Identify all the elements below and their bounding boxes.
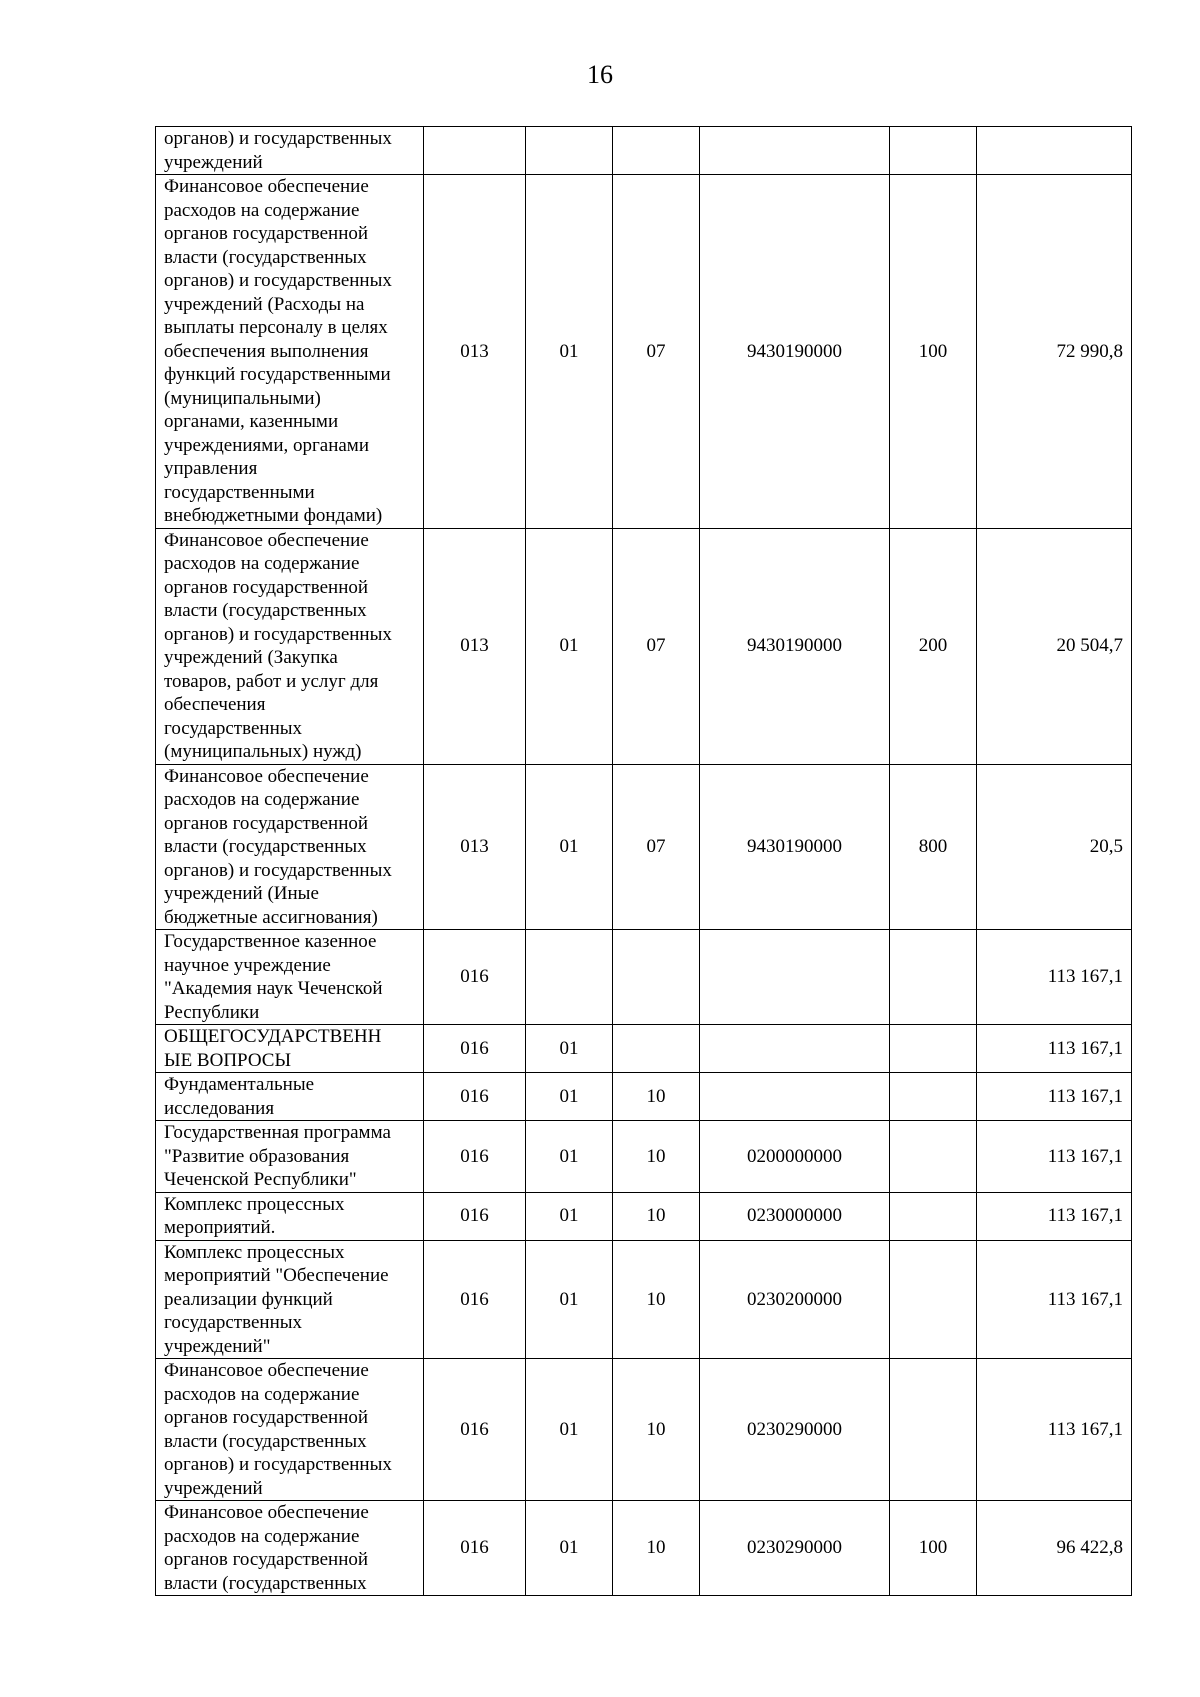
cell-subsection-code: 07 [613, 175, 700, 529]
cell-amount: 113 167,1 [977, 1121, 1132, 1193]
cell-expense-type [890, 1121, 977, 1193]
cell-ved-code: 013 [424, 764, 526, 930]
cell-target-article: 9430190000 [700, 764, 890, 930]
cell-target-article: 0200000000 [700, 1121, 890, 1193]
cell-section-code: 01 [526, 1240, 613, 1359]
cell-expense-type [890, 1073, 977, 1121]
cell-target-article: 0230290000 [700, 1501, 890, 1596]
cell-section-code: 01 [526, 1025, 613, 1073]
cell-ved-code: 016 [424, 1121, 526, 1193]
cell-amount [977, 127, 1132, 175]
table-row [156, 764, 1132, 930]
cell-expense-type [890, 1025, 977, 1073]
cell-target-article: 0230200000 [700, 1240, 890, 1359]
cell-expense-type: 800 [890, 764, 977, 930]
cell-subsection-code: 07 [613, 764, 700, 930]
description-text: Финансовое обеспечение расходов на содержание органов государственной власти (государственных органов) и государственных учреждений (Закупка товаров, работ и услуг для обеспечения государственных (муниципальных) нужд) [164, 529, 392, 762]
cell-amount: 72 990,8 [977, 175, 1132, 529]
description-text: Финансовое обеспечение расходов на содержание органов государственной власти (государственных органов) и государственных учреждений [164, 1360, 392, 1499]
table-row [156, 1121, 1132, 1193]
description-text: Финансовое обеспечение расходов на содержание органов государственной власти (государственных органов) и государственных учреждений (Расходы на выплаты персоналу в целях обеспечения выполнения функций государственными (муниципальными) органами, казенными учреждениями, органами управления государственными внебюджетными фондами) [164, 176, 392, 526]
cell-subsection-code: 10 [613, 1240, 700, 1359]
cell-amount: 113 167,1 [977, 1359, 1132, 1501]
cell-expense-type [890, 930, 977, 1025]
description-text: Финансовое обеспечение расходов на содержание органов государственной власти (государственных органов) и государственных учреждений (Иные бюджетные ассигнования) [164, 765, 392, 928]
cell-description [156, 528, 424, 764]
cell-target-article [700, 1025, 890, 1073]
cell-description [156, 764, 424, 930]
table-row [156, 1240, 1132, 1359]
description-text: Финансовое обеспечение расходов на содержание органов государственной власти (государственных [164, 1502, 369, 1594]
cell-ved-code: 016 [424, 1359, 526, 1501]
cell-amount: 96 422,8 [977, 1501, 1132, 1596]
cell-ved-code: 016 [424, 1025, 526, 1073]
cell-target-article [700, 1073, 890, 1121]
cell-subsection-code: 10 [613, 1073, 700, 1121]
cell-description [156, 175, 424, 529]
table-row [156, 528, 1132, 764]
cell-subsection-code: 10 [613, 1121, 700, 1193]
table-row [156, 127, 1132, 175]
table-row [156, 1073, 1132, 1121]
cell-expense-type [890, 1192, 977, 1240]
table-row [156, 930, 1132, 1025]
cell-amount: 113 167,1 [977, 1192, 1132, 1240]
description-text: Государственная программа "Развитие образования Чеченской Республики" [164, 1122, 391, 1190]
cell-target-article: 0230290000 [700, 1359, 890, 1501]
cell-section-code [526, 930, 613, 1025]
cell-description [156, 127, 424, 175]
cell-description [156, 1359, 424, 1501]
table-row [156, 1025, 1132, 1073]
cell-expense-type [890, 1359, 977, 1501]
cell-target-article: 0230000000 [700, 1192, 890, 1240]
cell-description [156, 1121, 424, 1193]
cell-subsection-code [613, 930, 700, 1025]
cell-ved-code: 016 [424, 1501, 526, 1596]
cell-section-code: 01 [526, 1359, 613, 1501]
cell-amount: 20 504,7 [977, 528, 1132, 764]
table-row [156, 1359, 1132, 1501]
cell-target-article [700, 127, 890, 175]
cell-description [156, 1073, 424, 1121]
cell-target-article: 9430190000 [700, 175, 890, 529]
cell-ved-code: 016 [424, 1240, 526, 1359]
description-text: Комплекс процессных мероприятий. [164, 1193, 345, 1238]
table-row [156, 1192, 1132, 1240]
cell-section-code: 01 [526, 175, 613, 529]
cell-description [156, 1192, 424, 1240]
cell-amount: 113 167,1 [977, 1073, 1132, 1121]
cell-expense-type: 100 [890, 175, 977, 529]
table-body [156, 127, 1132, 1596]
cell-amount: 113 167,1 [977, 1025, 1132, 1073]
cell-amount: 20,5 [977, 764, 1132, 930]
cell-description [156, 1501, 424, 1596]
cell-section-code: 01 [526, 1073, 613, 1121]
cell-section-code: 01 [526, 1501, 613, 1596]
cell-section-code: 01 [526, 528, 613, 764]
cell-target-article: 9430190000 [700, 528, 890, 764]
cell-subsection-code: 07 [613, 528, 700, 764]
cell-amount: 113 167,1 [977, 930, 1132, 1025]
cell-subsection-code [613, 127, 700, 175]
cell-subsection-code: 10 [613, 1359, 700, 1501]
table-row [156, 175, 1132, 529]
cell-section-code [526, 127, 613, 175]
description-text: Комплекс процессных мероприятий "Обеспечение реализации функций государственных учреждений" [164, 1241, 389, 1357]
cell-expense-type [890, 1240, 977, 1359]
cell-section-code: 01 [526, 1192, 613, 1240]
cell-ved-code [424, 127, 526, 175]
description-text: Государственное казенное научное учреждение "Академия наук Чеченской Республики [164, 931, 383, 1023]
cell-ved-code: 016 [424, 1192, 526, 1240]
cell-subsection-code: 10 [613, 1192, 700, 1240]
budget-table [155, 126, 1132, 1596]
cell-expense-type [890, 127, 977, 175]
cell-description [156, 1240, 424, 1359]
cell-description [156, 930, 424, 1025]
table-row [156, 1501, 1132, 1596]
cell-subsection-code [613, 1025, 700, 1073]
cell-amount: 113 167,1 [977, 1240, 1132, 1359]
cell-ved-code: 016 [424, 1073, 526, 1121]
cell-expense-type: 100 [890, 1501, 977, 1596]
cell-subsection-code: 10 [613, 1501, 700, 1596]
page-number: 16 [587, 60, 613, 89]
cell-section-code: 01 [526, 1121, 613, 1193]
cell-target-article [700, 930, 890, 1025]
description-text: органов) и государственных учреждений [164, 128, 392, 173]
description-text: Фундаментальные исследования [164, 1074, 315, 1119]
cell-ved-code: 013 [424, 175, 526, 529]
cell-ved-code: 013 [424, 528, 526, 764]
cell-description [156, 1025, 424, 1073]
cell-ved-code: 016 [424, 930, 526, 1025]
cell-expense-type: 200 [890, 528, 977, 764]
description-text: ОБЩЕГОСУДАРСТВЕНН ЫЕ ВОПРОСЫ [164, 1026, 382, 1071]
cell-section-code: 01 [526, 764, 613, 930]
